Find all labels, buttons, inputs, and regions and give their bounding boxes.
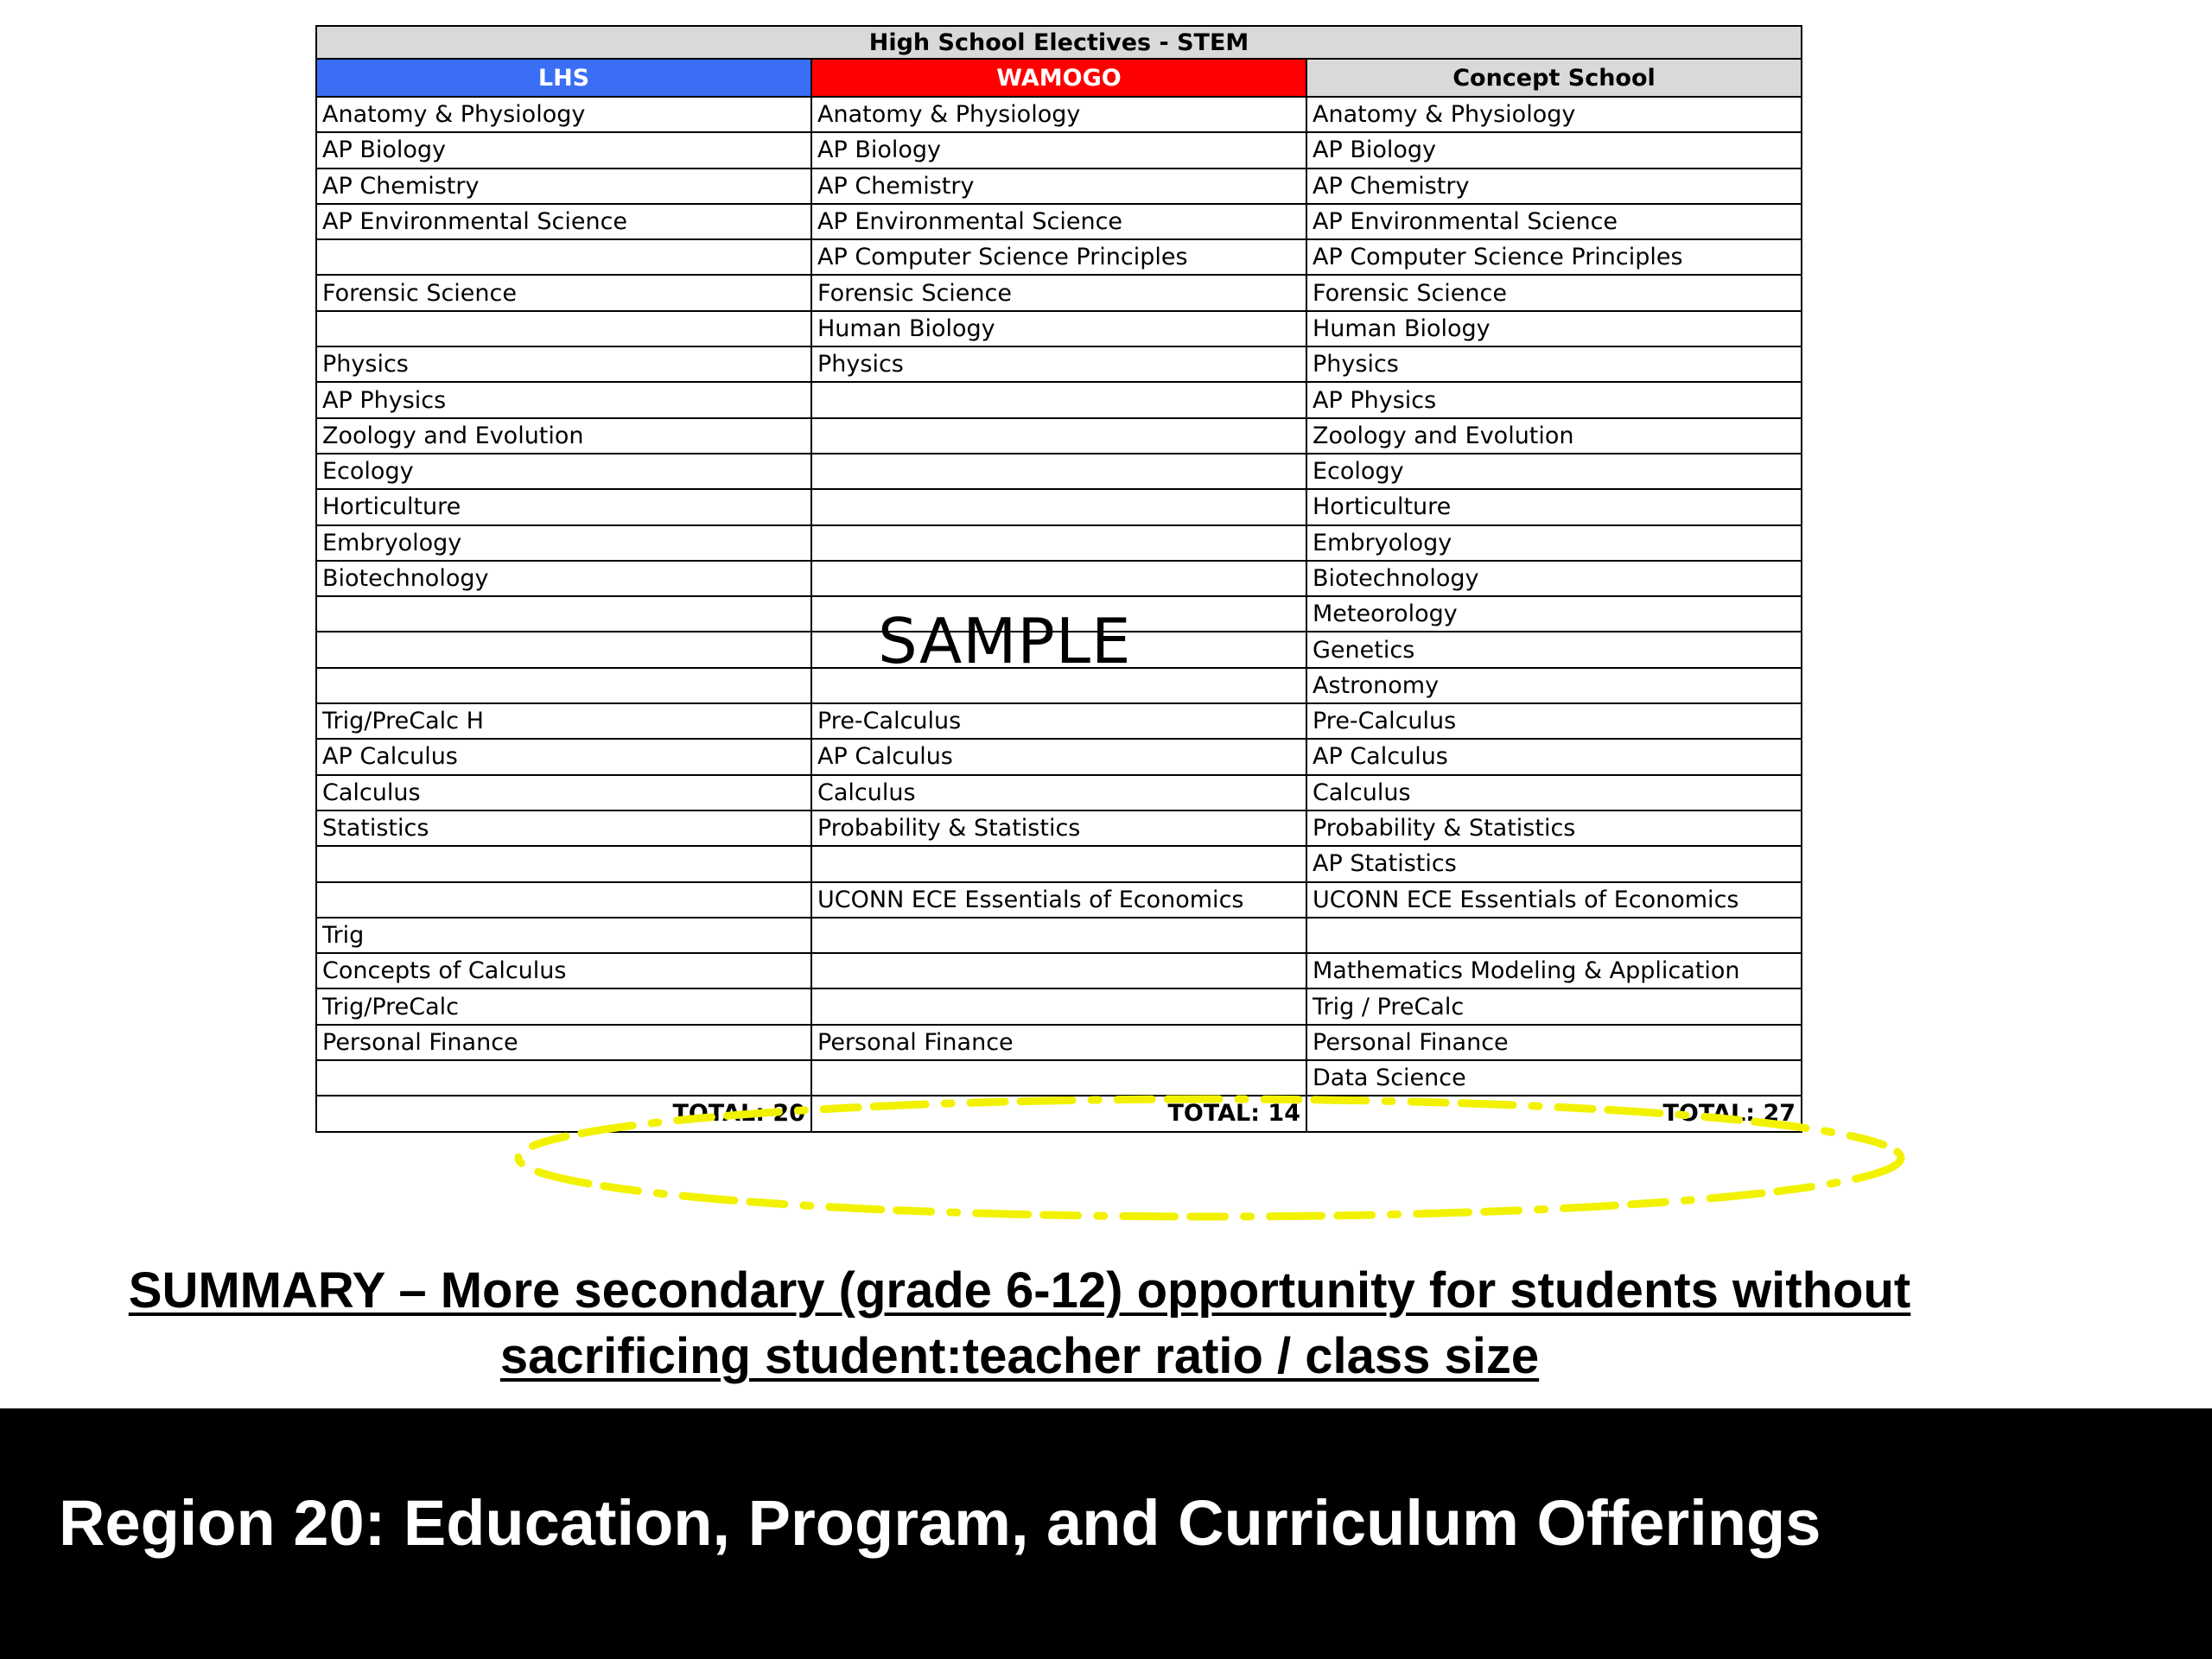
cell-wamogo: Physics (811, 346, 1306, 382)
cell-lhs (316, 311, 811, 346)
cell-concept-school: Physics (1306, 346, 1802, 382)
cell-lhs: Calculus (316, 775, 811, 810)
cell-lhs: Horticulture (316, 489, 811, 524)
cell-concept-school (1306, 918, 1802, 953)
cell-wamogo: AP Biology (811, 132, 1306, 168)
cell-wamogo: AP Calculus (811, 739, 1306, 774)
cell-lhs: Physics (316, 346, 811, 382)
table-body (316, 97, 1802, 1096)
cell-concept-school: Genetics (1306, 632, 1802, 667)
cell-lhs (316, 632, 811, 667)
cell-lhs: Embryology (316, 525, 811, 561)
cell-wamogo: UCONN ECE Essentials of Economics (811, 882, 1306, 918)
cell-concept-school: Embryology (1306, 525, 1802, 561)
table-header-row (316, 59, 1802, 97)
cell-lhs (316, 882, 811, 918)
cell-concept-school: Meteorology (1306, 596, 1802, 632)
cell-concept-school: Pre-Calculus (1306, 703, 1802, 739)
table-row (316, 953, 1802, 988)
cell-concept-school: Ecology (1306, 454, 1802, 489)
total-lhs: TOTAL: 20 (316, 1096, 811, 1131)
cell-lhs: Trig/PreCalc H (316, 703, 811, 739)
cell-concept-school: Astronomy (1306, 668, 1802, 703)
table-row (316, 346, 1802, 382)
cell-wamogo: AP Environmental Science (811, 204, 1306, 239)
cell-wamogo: Forensic Science (811, 275, 1306, 310)
cell-wamogo (811, 988, 1306, 1024)
cell-concept-school: AP Chemistry (1306, 168, 1802, 204)
cell-lhs: AP Environmental Science (316, 204, 811, 239)
cell-wamogo (811, 382, 1306, 417)
cell-wamogo (811, 561, 1306, 596)
footer-title: Region 20: Education, Program, and Curriculum Offerings (59, 1487, 1821, 1559)
cell-concept-school: Calculus (1306, 775, 1802, 810)
cell-wamogo (811, 1060, 1306, 1096)
table-row (316, 703, 1802, 739)
cell-lhs: AP Physics (316, 382, 811, 417)
cell-concept-school: AP Computer Science Principles (1306, 239, 1802, 275)
cell-concept-school: AP Statistics (1306, 846, 1802, 881)
cell-lhs: Trig/PreCalc (316, 988, 811, 1024)
totals-row (316, 1096, 1802, 1131)
cell-wamogo: AP Chemistry (811, 168, 1306, 204)
cell-concept-school: AP Biology (1306, 132, 1802, 168)
table-row (316, 418, 1802, 454)
cell-lhs (316, 846, 811, 881)
cell-wamogo (811, 918, 1306, 953)
cell-wamogo: Anatomy & Physiology (811, 97, 1306, 132)
cell-wamogo: Pre-Calculus (811, 703, 1306, 739)
cell-wamogo (811, 489, 1306, 524)
cell-concept-school: Biotechnology (1306, 561, 1802, 596)
table-row (316, 382, 1802, 417)
cell-lhs: Biotechnology (316, 561, 811, 596)
summary-line-2: sacrificing student:teacher ratio / class size (499, 1328, 1540, 1384)
table-title-row (316, 26, 1802, 59)
cell-lhs: Statistics (316, 810, 811, 846)
cell-lhs: AP Biology (316, 132, 811, 168)
cell-lhs: Personal Finance (316, 1025, 811, 1060)
cell-wamogo (811, 846, 1306, 881)
sample-watermark: SAMPLE (878, 605, 1132, 677)
header-lhs: LHS (316, 59, 811, 97)
cell-wamogo: Calculus (811, 775, 1306, 810)
cell-lhs: Anatomy & Physiology (316, 97, 811, 132)
cell-concept-school: Mathematics Modeling & Application (1306, 953, 1802, 988)
cell-lhs: Ecology (316, 454, 811, 489)
table-row (316, 525, 1802, 561)
table-row (316, 275, 1802, 310)
table-row (316, 775, 1802, 810)
cell-concept-school: Forensic Science (1306, 275, 1802, 310)
cell-wamogo: Personal Finance (811, 1025, 1306, 1060)
cell-concept-school: Probability & Statistics (1306, 810, 1802, 846)
cell-concept-school: AP Calculus (1306, 739, 1802, 774)
table-row (316, 168, 1802, 204)
table-row (316, 918, 1802, 953)
cell-lhs (316, 596, 811, 632)
cell-concept-school: Anatomy & Physiology (1306, 97, 1802, 132)
cell-concept-school: Personal Finance (1306, 1025, 1802, 1060)
electives-table (315, 25, 1802, 1133)
cell-lhs (316, 668, 811, 703)
cell-lhs: Zoology and Evolution (316, 418, 811, 454)
cell-concept-school: Horticulture (1306, 489, 1802, 524)
table-row (316, 239, 1802, 275)
cell-lhs (316, 239, 811, 275)
cell-concept-school: AP Physics (1306, 382, 1802, 417)
total-concept-school: TOTAL: 27 (1306, 1096, 1802, 1131)
table-row (316, 97, 1802, 132)
cell-concept-school: UCONN ECE Essentials of Economics (1306, 882, 1802, 918)
cell-lhs: Concepts of Calculus (316, 953, 811, 988)
table-row (316, 1025, 1802, 1060)
table-row (316, 454, 1802, 489)
summary-line-1: SUMMARY – More secondary (grade 6-12) opportunity for students without (128, 1262, 1911, 1319)
table-title: High School Electives - STEM (316, 26, 1802, 59)
cell-wamogo (811, 953, 1306, 988)
table-row (316, 311, 1802, 346)
table-row (316, 739, 1802, 774)
summary (104, 1258, 1936, 1389)
total-wamogo: TOTAL: 14 (811, 1096, 1306, 1131)
table-row (316, 132, 1802, 168)
table-row (316, 882, 1802, 918)
cell-lhs: AP Chemistry (316, 168, 811, 204)
footer-bar (0, 1408, 2212, 1659)
table-row (316, 810, 1802, 846)
table-row (316, 1060, 1802, 1096)
cell-wamogo (811, 454, 1306, 489)
cell-lhs: Trig (316, 918, 811, 953)
table-row (316, 561, 1802, 596)
cell-wamogo: Probability & Statistics (811, 810, 1306, 846)
cell-wamogo: AP Computer Science Principles (811, 239, 1306, 275)
cell-concept-school: Data Science (1306, 1060, 1802, 1096)
table-row (316, 988, 1802, 1024)
cell-wamogo (811, 525, 1306, 561)
cell-concept-school: Human Biology (1306, 311, 1802, 346)
cell-wamogo (811, 418, 1306, 454)
cell-concept-school: Trig / PreCalc (1306, 988, 1802, 1024)
cell-wamogo: Human Biology (811, 311, 1306, 346)
table-row (316, 204, 1802, 239)
header-concept-school: Concept School (1306, 59, 1802, 97)
cell-lhs: AP Calculus (316, 739, 811, 774)
cell-concept-school: AP Environmental Science (1306, 204, 1802, 239)
cell-lhs (316, 1060, 811, 1096)
cell-lhs: Forensic Science (316, 275, 811, 310)
table-row (316, 489, 1802, 524)
header-wamogo: WAMOGO (811, 59, 1306, 97)
cell-concept-school: Zoology and Evolution (1306, 418, 1802, 454)
table-row (316, 846, 1802, 881)
